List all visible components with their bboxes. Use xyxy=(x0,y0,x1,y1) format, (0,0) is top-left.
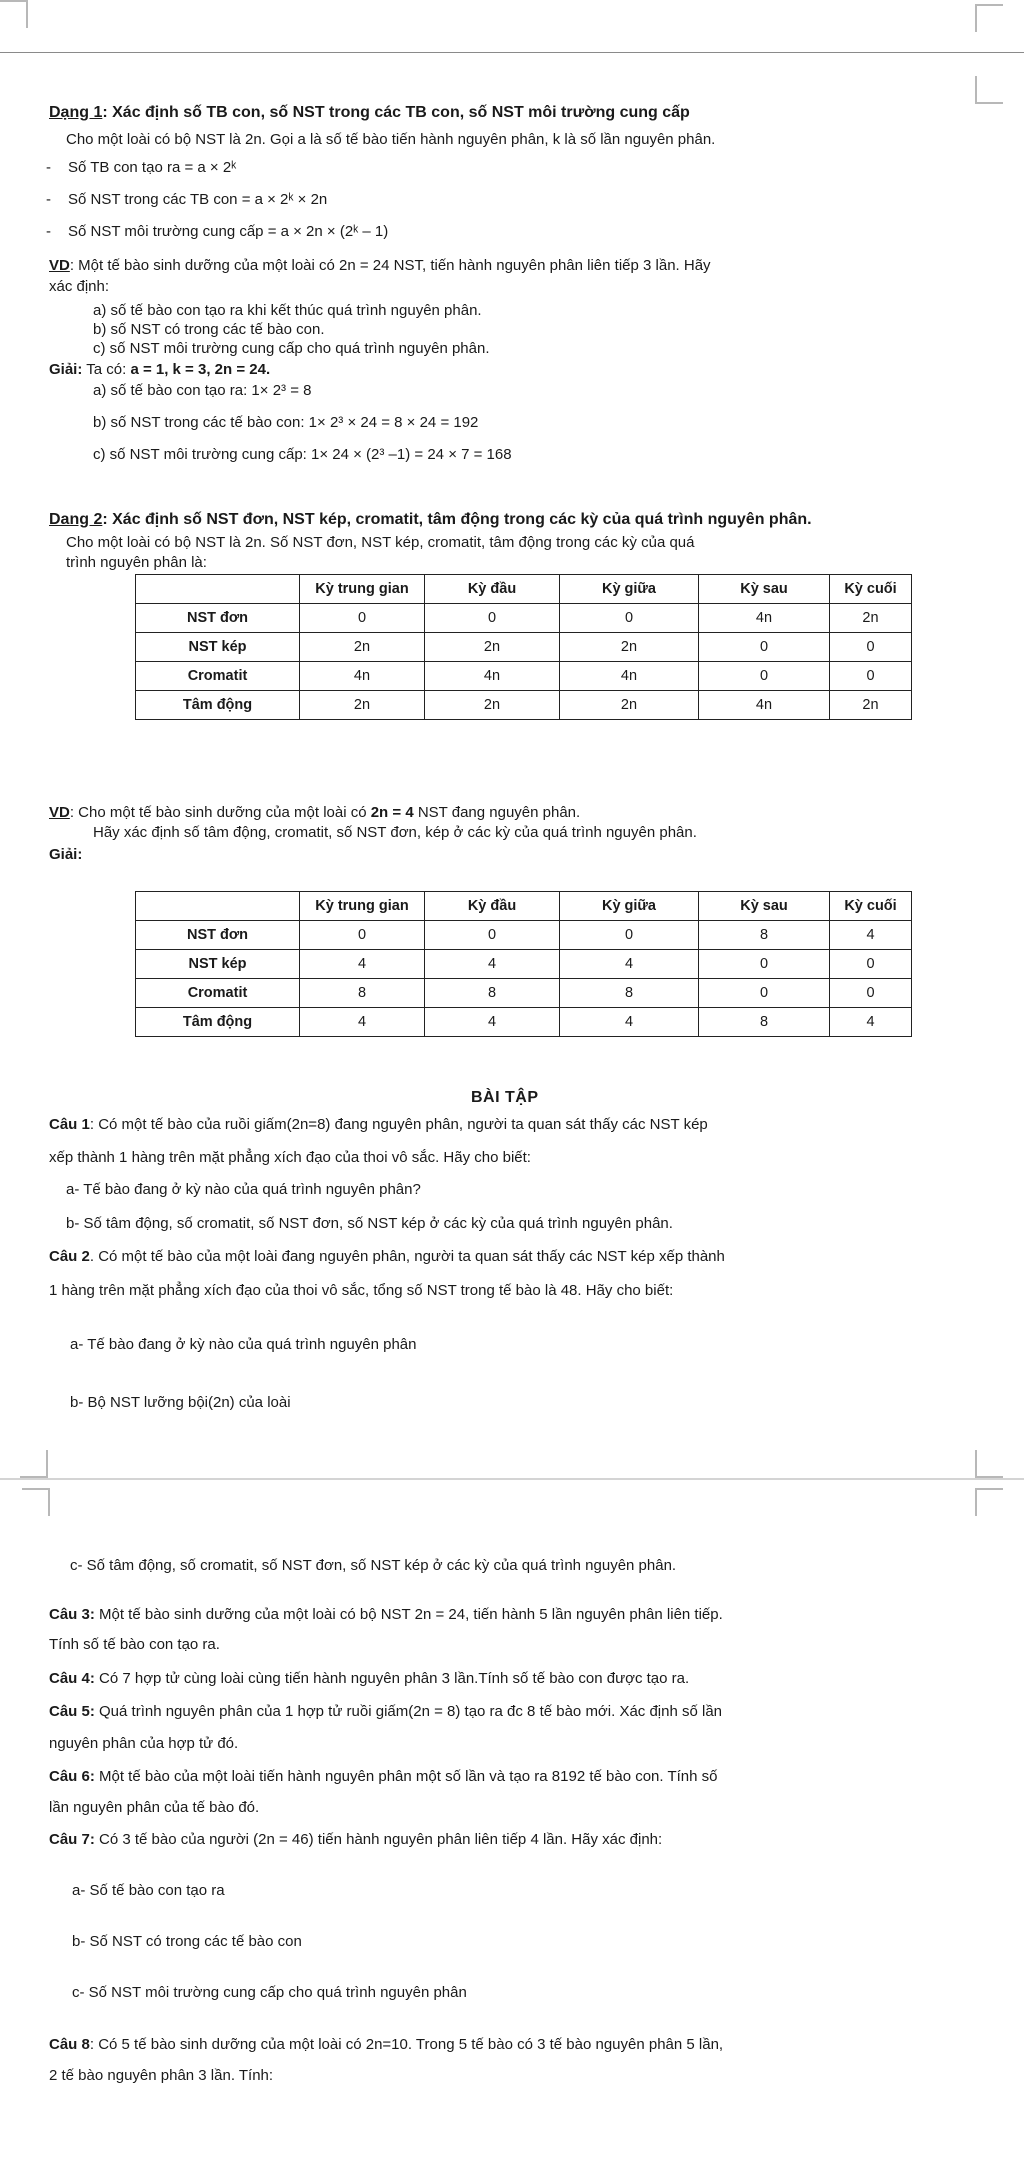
table-cell: 2n xyxy=(560,691,699,720)
table-cell: 4 xyxy=(425,950,560,979)
table-header-cell: Kỳ giữa xyxy=(560,892,699,921)
dang1-answer-a: a) số tế bào con tạo ra: 1× 2³ = 8 xyxy=(93,382,312,399)
page-2 xyxy=(0,1480,1024,2162)
row-label: Cromatit xyxy=(136,662,300,691)
dang1-title: : Xác định số TB con, số NST trong các TB con, số NST môi trường cung cấp xyxy=(102,104,690,121)
table-cell: 0 xyxy=(830,979,912,1008)
table-cell: 0 xyxy=(300,604,425,633)
table-cell: 0 xyxy=(830,950,912,979)
row-label: NST kép xyxy=(136,950,300,979)
dang2-example-line-2: Hãy xác định số tâm động, cromatit, số NST đơn, kép ở các kỳ của quá trình nguyên phân. xyxy=(93,824,697,841)
dang2-solution-label: Giải: xyxy=(49,846,83,863)
dang1-heading xyxy=(49,102,690,124)
cau7-line-1: Câu 7: Có 3 tế bào của người (2n = 46) tiến hành nguyên phân liên tiếp 4 lần. Hãy xác định: xyxy=(49,1831,663,1848)
dang1-formula-1: - Số TB con tạo ra = a × 2ᵏ xyxy=(46,159,237,176)
dang1-question-a: a) số tế bào con tạo ra khi kết thúc quá trình nguyên phân. xyxy=(93,302,482,319)
cau5-line-2: nguyên phân của hợp tử đó. xyxy=(49,1735,239,1752)
table-cell: 0 xyxy=(830,633,912,662)
cau5-line-1: Câu 5: Quá trình nguyên phân của 1 hợp tử ruồi giấm(2n = 8) tạo ra đc 8 tế bào mới. Xác định số lần xyxy=(49,1703,723,1720)
cau2-part-b: b- Bộ NST lưỡng bội(2n) của loài xyxy=(70,1394,291,1411)
table-corner xyxy=(136,575,300,604)
table-row xyxy=(136,604,912,633)
crop-mark-top-right xyxy=(975,4,1003,32)
table-corner xyxy=(136,892,300,921)
crop-mark-top-left xyxy=(22,1488,50,1516)
crop-mark-top-left xyxy=(0,0,28,28)
table-cell: 2n xyxy=(560,633,699,662)
row-label: Tâm động xyxy=(136,691,300,720)
cau2-line-1: Câu 2. Có một tế bào của một loài đang nguyên phân, người ta quan sát thấy các NST kép xếp thành xyxy=(49,1248,725,1265)
dang1-example-cont: xác định: xyxy=(49,278,110,295)
table-row xyxy=(136,979,912,1008)
table-cell: 2n xyxy=(300,633,425,662)
cau1-line-1: Câu 1: Có một tế bào của ruồi giấm(2n=8) đang nguyên phân, người ta quan sát thấy các NST kép xyxy=(49,1116,708,1133)
dang1-intro: Cho một loài có bộ NST là 2n. Gọi a là số tế bào tiến hành nguyên phân, k là số lần nguyên phân. xyxy=(66,131,716,148)
table-cell: 8 xyxy=(699,1008,830,1037)
table-row xyxy=(136,1008,912,1037)
table-row xyxy=(136,662,912,691)
cau8-line-2: 2 tế bào nguyên phân 3 lần. Tính: xyxy=(49,2067,274,2084)
table-cell: 4n xyxy=(300,662,425,691)
table-cell: 4n xyxy=(560,662,699,691)
dang2-intro-2: trình nguyên phân là: xyxy=(66,554,207,571)
table-cell: 2n xyxy=(425,691,560,720)
dang1-question-b: b) số NST có trong các tế bào con. xyxy=(93,321,325,338)
table-row xyxy=(136,691,912,720)
cau3-line-2: Tính số tế bào con tạo ra. xyxy=(49,1636,220,1653)
dang2-intro-1: Cho một loài có bộ NST là 2n. Số NST đơn, NST kép, cromatit, tâm động trong các kỳ của quá xyxy=(66,534,695,551)
cau6-line-2: lần nguyên phân của tế bào đó. xyxy=(49,1799,260,1816)
table-header-cell: Kỳ cuối xyxy=(830,892,912,921)
table-cell: 4 xyxy=(300,1008,425,1037)
table-general xyxy=(135,574,912,720)
table-cell: 8 xyxy=(425,979,560,1008)
row-label: Tâm động xyxy=(136,1008,300,1037)
table-cell: 0 xyxy=(560,604,699,633)
table-cell: 8 xyxy=(300,979,425,1008)
table-cell: 8 xyxy=(560,979,699,1008)
page-top-rule xyxy=(0,52,1024,53)
baitap-heading: BÀI TẬP xyxy=(471,1089,539,1106)
table-cell: 0 xyxy=(560,921,699,950)
table-cell: 4n xyxy=(425,662,560,691)
dang1-answer-b: b) số NST trong các tế bào con: 1× 2³ × 24 = 8 × 24 = 192 xyxy=(93,414,479,431)
row-label: NST đơn xyxy=(136,604,300,633)
cau2-line-2: 1 hàng trên mặt phẳng xích đạo của thoi vô sắc, tổng số NST trong tế bào là 48. Hãy cho biết: xyxy=(49,1282,674,1299)
dang1-label: Dạng 1 xyxy=(49,104,103,121)
table-cell: 0 xyxy=(699,950,830,979)
table-cell: 0 xyxy=(425,921,560,950)
cau4-line-1: Câu 4: Có 7 hợp tử cùng loài cùng tiến hành nguyên phân 3 lần.Tính số tế bào con được tạo ra. xyxy=(49,1670,690,1687)
table-header-cell: Kỳ trung gian xyxy=(300,892,425,921)
cau8-line-1: Câu 8: Có 5 tế bào sinh dưỡng của một loài có 2n=10. Trong 5 tế bào có 3 tế bào nguyên phân 5 lần, xyxy=(49,2036,724,2053)
row-label: NST kép xyxy=(136,633,300,662)
dang1-answer-c: c) số NST môi trường cung cấp: 1× 24 × (2³ –1) = 24 × 7 = 168 xyxy=(93,446,512,463)
table-cell: 8 xyxy=(699,921,830,950)
table-header-cell: Kỳ trung gian xyxy=(300,575,425,604)
table-cell: 0 xyxy=(425,604,560,633)
table-row xyxy=(136,921,912,950)
dang1-solution: Giải: Ta có: a = 1, k = 3, 2n = 24. xyxy=(49,361,271,378)
table-cell: 4n xyxy=(699,691,830,720)
table-header-cell: Kỳ đầu xyxy=(425,892,560,921)
table-cell: 2n xyxy=(830,604,912,633)
table-header-cell: Kỳ sau xyxy=(699,575,830,604)
table-cell: 0 xyxy=(699,633,830,662)
dang2-label: Dang 2 xyxy=(49,511,103,528)
table-cell: 2n xyxy=(300,691,425,720)
table-cell: 2n xyxy=(830,691,912,720)
crop-mark-top-right xyxy=(975,1488,1003,1516)
cau1-part-b: b- Số tâm động, số cromatit, số NST đơn, số NST kép ở các kỳ của quá trình nguyên phân. xyxy=(66,1215,673,1232)
table-cell: 4 xyxy=(300,950,425,979)
table-header-cell: Kỳ giữa xyxy=(560,575,699,604)
cau2-part-c: c- Số tâm động, số cromatit, số NST đơn, số NST kép ở các kỳ của quá trình nguyên phân. xyxy=(70,1557,677,1574)
table-header-cell: Kỳ sau xyxy=(699,892,830,921)
dang1-formula-3: - Số NST môi trường cung cấp = a × 2n × (2ᵏ – 1) xyxy=(46,223,389,240)
crop-mark-mid-right xyxy=(975,76,1003,104)
cau7-part-c: c- Số NST môi trường cung cấp cho quá trình nguyên phân xyxy=(72,1984,467,2001)
dang2-example: VD: Cho một tế bào sinh dưỡng của một loài có 2n = 4 NST đang nguyên phân. xyxy=(49,804,581,821)
row-label: NST đơn xyxy=(136,921,300,950)
table-cell: 4 xyxy=(425,1008,560,1037)
cau6-line-1: Câu 6: Một tế bào của một loài tiến hành nguyên phân một số lần và tạo ra 8192 tế bào con. Tính số xyxy=(49,1768,718,1785)
table-cell: 0 xyxy=(830,662,912,691)
dang1-vd-label: VD xyxy=(49,257,70,274)
dang2-heading xyxy=(49,509,812,531)
crop-mark-bottom-right xyxy=(975,1450,1003,1478)
table-cell: 0 xyxy=(699,662,830,691)
crop-mark-bottom-left xyxy=(20,1450,48,1478)
cau7-part-b: b- Số NST có trong các tế bào con xyxy=(72,1933,302,1950)
table-example xyxy=(135,891,912,1037)
table-header-cell: Kỳ đầu xyxy=(425,575,560,604)
cau1-line-2: xếp thành 1 hàng trên mặt phẳng xích đạo của thoi vô sắc. Hãy cho biết: xyxy=(49,1149,531,1166)
table-general-header xyxy=(136,575,912,604)
dang2-title: : Xác định số NST đơn, NST kép, cromatit, tâm động trong các kỳ của quá trình nguyên phân. xyxy=(102,511,812,528)
cau1-part-a: a- Tế bào đang ở kỳ nào của quá trình nguyên phân? xyxy=(66,1181,421,1198)
table-cell: 0 xyxy=(300,921,425,950)
table-cell: 4 xyxy=(560,1008,699,1037)
table-header-cell: Kỳ cuối xyxy=(830,575,912,604)
dang1-question-c: c) số NST môi trường cung cấp cho quá trình nguyên phân. xyxy=(93,340,490,357)
row-label: Cromatit xyxy=(136,979,300,1008)
table-example-header xyxy=(136,892,912,921)
table-cell: 4 xyxy=(830,921,912,950)
cau3-line-1: Câu 3: Một tế bào sinh dưỡng của một loài có bộ NST 2n = 24, tiến hành 5 lần nguyên phân liên tiếp. xyxy=(49,1606,723,1623)
table-cell: 0 xyxy=(699,979,830,1008)
table-row xyxy=(136,633,912,662)
dang1-example: VD: Một tế bào sinh dưỡng của một loài có 2n = 24 NST, tiến hành nguyên phân liên tiếp 3 lần. Hãy xyxy=(49,257,711,274)
table-cell: 4n xyxy=(699,604,830,633)
cau7-part-a: a- Số tế bào con tạo ra xyxy=(72,1882,225,1899)
table-cell: 4 xyxy=(560,950,699,979)
table-cell: 2n xyxy=(425,633,560,662)
table-cell: 4 xyxy=(830,1008,912,1037)
table-row xyxy=(136,950,912,979)
dang1-formula-2: - Số NST trong các TB con = a × 2ᵏ × 2n xyxy=(46,191,328,208)
cau2-part-a: a- Tế bào đang ở kỳ nào của quá trình nguyên phân xyxy=(70,1336,417,1353)
